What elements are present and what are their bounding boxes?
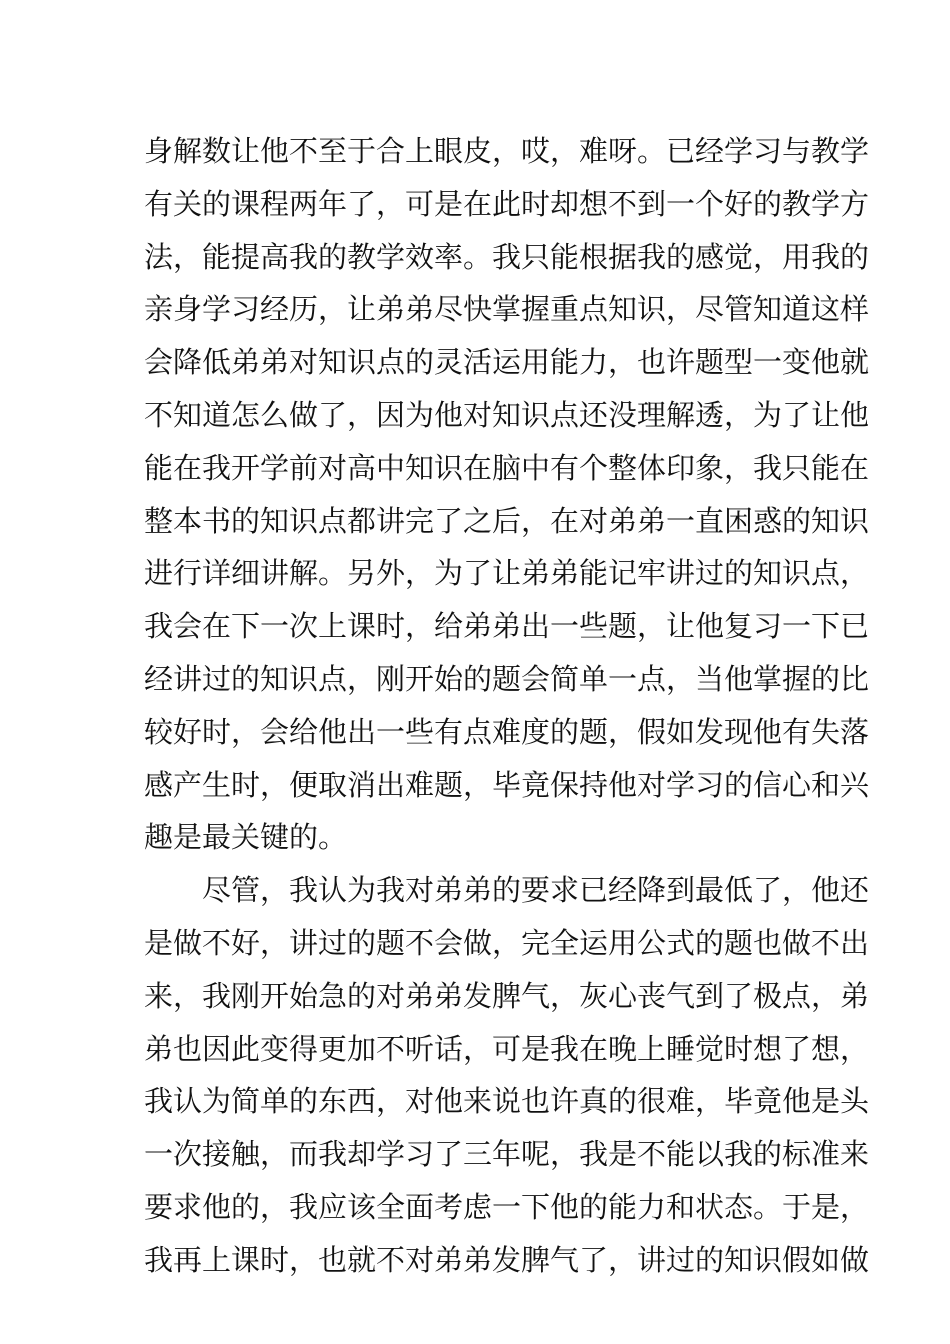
body-text xyxy=(144,125,870,1287)
text-line: 是做不好，讲过的题不会做，完全运用公式的题也做不出 xyxy=(144,925,870,960)
text-line: 我会在下一次上课时，给弟弟出一些题，让他复习一下已 xyxy=(144,609,870,644)
text-line: 会降低弟弟对知识点的灵活运用能力，也许题型一变他就 xyxy=(144,345,870,380)
text-line: 有关的课程两年了，可是在此时却想不到一个好的教学方 xyxy=(144,186,870,221)
text-line: 整本书的知识点都讲完了之后，在对弟弟一直困惑的知识 xyxy=(144,503,870,538)
text-line: 亲身学习经历，让弟弟尽快掌握重点知识，尽管知道这样 xyxy=(144,292,870,327)
text-line: 我再上课时，也就不对弟弟发脾气了，讲过的知识假如做 xyxy=(144,1242,870,1277)
text-line: 要求他的，我应该全面考虑一下他的能力和状态。于是， xyxy=(144,1189,870,1224)
text-line: 弟也因此变得更加不听话，可是我在晚上睡觉时想了想， xyxy=(144,1031,870,1066)
text-line: 较好时，会给他出一些有点难度的题，假如发现他有失落 xyxy=(144,714,870,749)
text-line: 趣是最关键的。 xyxy=(144,820,348,855)
text-line: 进行详细讲解。另外，为了让弟弟能记牢讲过的知识点， xyxy=(144,556,870,591)
text-line: 感产生时，便取消出难题，毕竟保持他对学习的信心和兴 xyxy=(144,767,870,802)
text-line: 我认为简单的东西，对他来说也许真的很难，毕竟他是头 xyxy=(144,1084,870,1119)
text-line: 尽管，我认为我对弟弟的要求已经降到最低了，他还 xyxy=(202,873,870,908)
paragraph-2 xyxy=(144,864,870,1286)
text-line: 经讲过的知识点，刚开始的题会简单一点，当他掌握的比 xyxy=(144,661,870,696)
text-line: 来，我刚开始急的对弟弟发脾气，灰心丧气到了极点，弟 xyxy=(144,978,870,1013)
text-line: 身解数让他不至于合上眼皮，哎，难呀。已经学习与教学 xyxy=(144,134,870,168)
text-line: 一次接触，而我却学习了三年呢，我是不能以我的标准来 xyxy=(144,1137,870,1172)
text-line: 不知道怎么做了，因为他对知识点还没理解透，为了让他 xyxy=(144,397,870,432)
text-line: 能在我开学前对高中知识在脑中有个整体印象，我只能在 xyxy=(144,450,870,485)
text-line: 法，能提高我的教学效率。我只能根据我的感觉，用我的 xyxy=(144,239,870,274)
paragraph-1 xyxy=(144,125,870,864)
